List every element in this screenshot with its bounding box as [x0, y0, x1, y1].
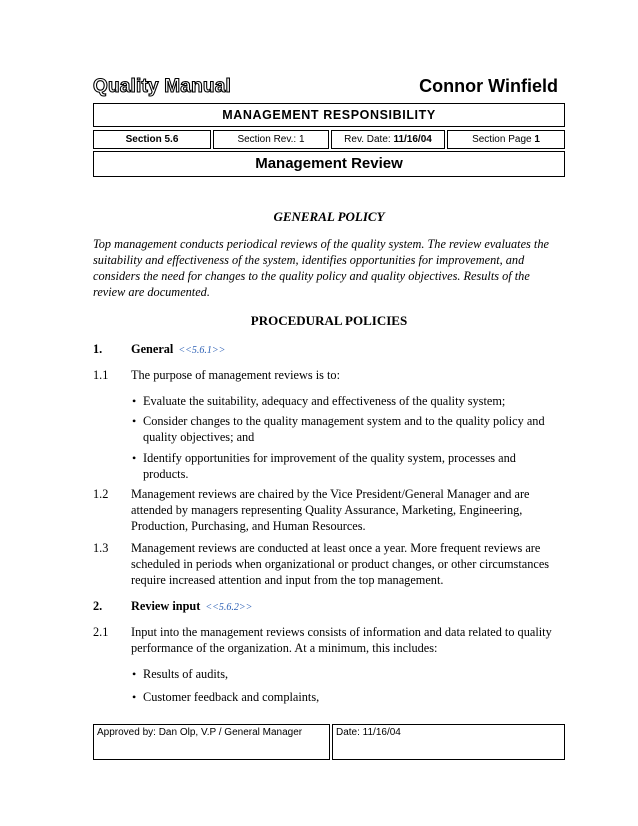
general-policy-line: review are documented.: [93, 285, 210, 299]
item-1-3-number: 1.3: [93, 541, 109, 555]
approved-by: Approved by: Dan Olp, V.P / General Manager: [93, 724, 330, 760]
bullet-item: • Identify opportunities for improvement of the quality system, processes and products.: [132, 451, 516, 481]
section-page: [447, 130, 565, 149]
item-2-1-text: Input into the management reviews consists of information and data related to quality performance of the organization. At a minimum, this includes:: [131, 625, 552, 655]
general-policy-line: suitability and effectiveness of the system, identifies opportunities for improvement, and: [93, 253, 525, 267]
general-policy-line: Top management conducts periodical reviews of the quality system. The review evaluates the: [93, 237, 549, 251]
bullet-item: • Customer feedback and complaints,: [132, 690, 320, 704]
revision-date-value: 11/16/04: [393, 134, 432, 145]
info-row: [93, 130, 565, 149]
company-name: Connor Winfield: [419, 76, 558, 96]
section-page-label: Section Page: [472, 134, 535, 145]
bullet-item: • Results of audits,: [132, 667, 229, 681]
bullet-icon: •: [132, 451, 137, 465]
document-title: Management Review: [93, 151, 565, 177]
section-1-title: General: [131, 342, 174, 356]
item-1-2-text: Management reviews are chaired by the Vice President/General Manager and are attended by managers representing Quality Assurance, Marketing, Engineering, Production, Purchasing, and Human Resources.: [131, 487, 530, 533]
approval-date: Date: 11/16/04: [332, 724, 565, 760]
general-policy-text: [93, 236, 565, 300]
item-1-1-number: 1.1: [93, 368, 109, 382]
general-policy-line: considers the need for changes to the quality policy and quality objectives. Results of the: [93, 269, 530, 283]
bullet-icon: •: [132, 394, 137, 408]
bullet-icon: •: [132, 414, 137, 428]
manual-title: Quality Manual: [93, 76, 231, 97]
section-2-number: 2.: [93, 599, 103, 613]
section-1-number: 1.: [93, 342, 103, 356]
section-2-title: Review input: [131, 599, 201, 613]
revision-date: [331, 130, 445, 149]
section-2-reference-link[interactable]: <<5.6.2>>: [205, 602, 253, 613]
section-page-value: 1: [534, 134, 540, 145]
section-banner: MANAGEMENT RESPONSIBILITY: [93, 103, 565, 127]
bullet-icon: •: [132, 667, 137, 681]
section-revision: Section Rev.: 1: [213, 130, 329, 149]
revision-date-label: Rev. Date:: [344, 134, 394, 145]
bullet-item: • Consider changes to the quality management system and to the quality policy and quality objectives; and: [132, 414, 545, 444]
item-2-1-number: 2.1: [93, 625, 109, 639]
procedural-policies-heading: PROCEDURAL POLICIES: [250, 313, 408, 328]
approval-footer: [93, 724, 565, 760]
item-1-1-text: The purpose of management reviews is to:: [131, 368, 340, 382]
item-1-2-number: 1.2: [93, 487, 109, 501]
section-1-heading: [131, 341, 565, 359]
bullet-icon: •: [132, 690, 137, 704]
item-1-3-text: Management reviews are conducted at least once a year. More frequent reviews are scheduled in periods when organizational or product changes, or other circumstances require increased attention and input from the top management.: [131, 541, 550, 587]
section-number: Section 5.6: [93, 130, 211, 149]
section-1-reference-link[interactable]: <<5.6.1>>: [178, 345, 226, 356]
section-2-heading: [131, 598, 565, 616]
general-policy-heading: GENERAL POLICY: [273, 209, 385, 224]
bullet-item: • Evaluate the suitability, adequacy and effectiveness of the quality system;: [132, 394, 506, 408]
